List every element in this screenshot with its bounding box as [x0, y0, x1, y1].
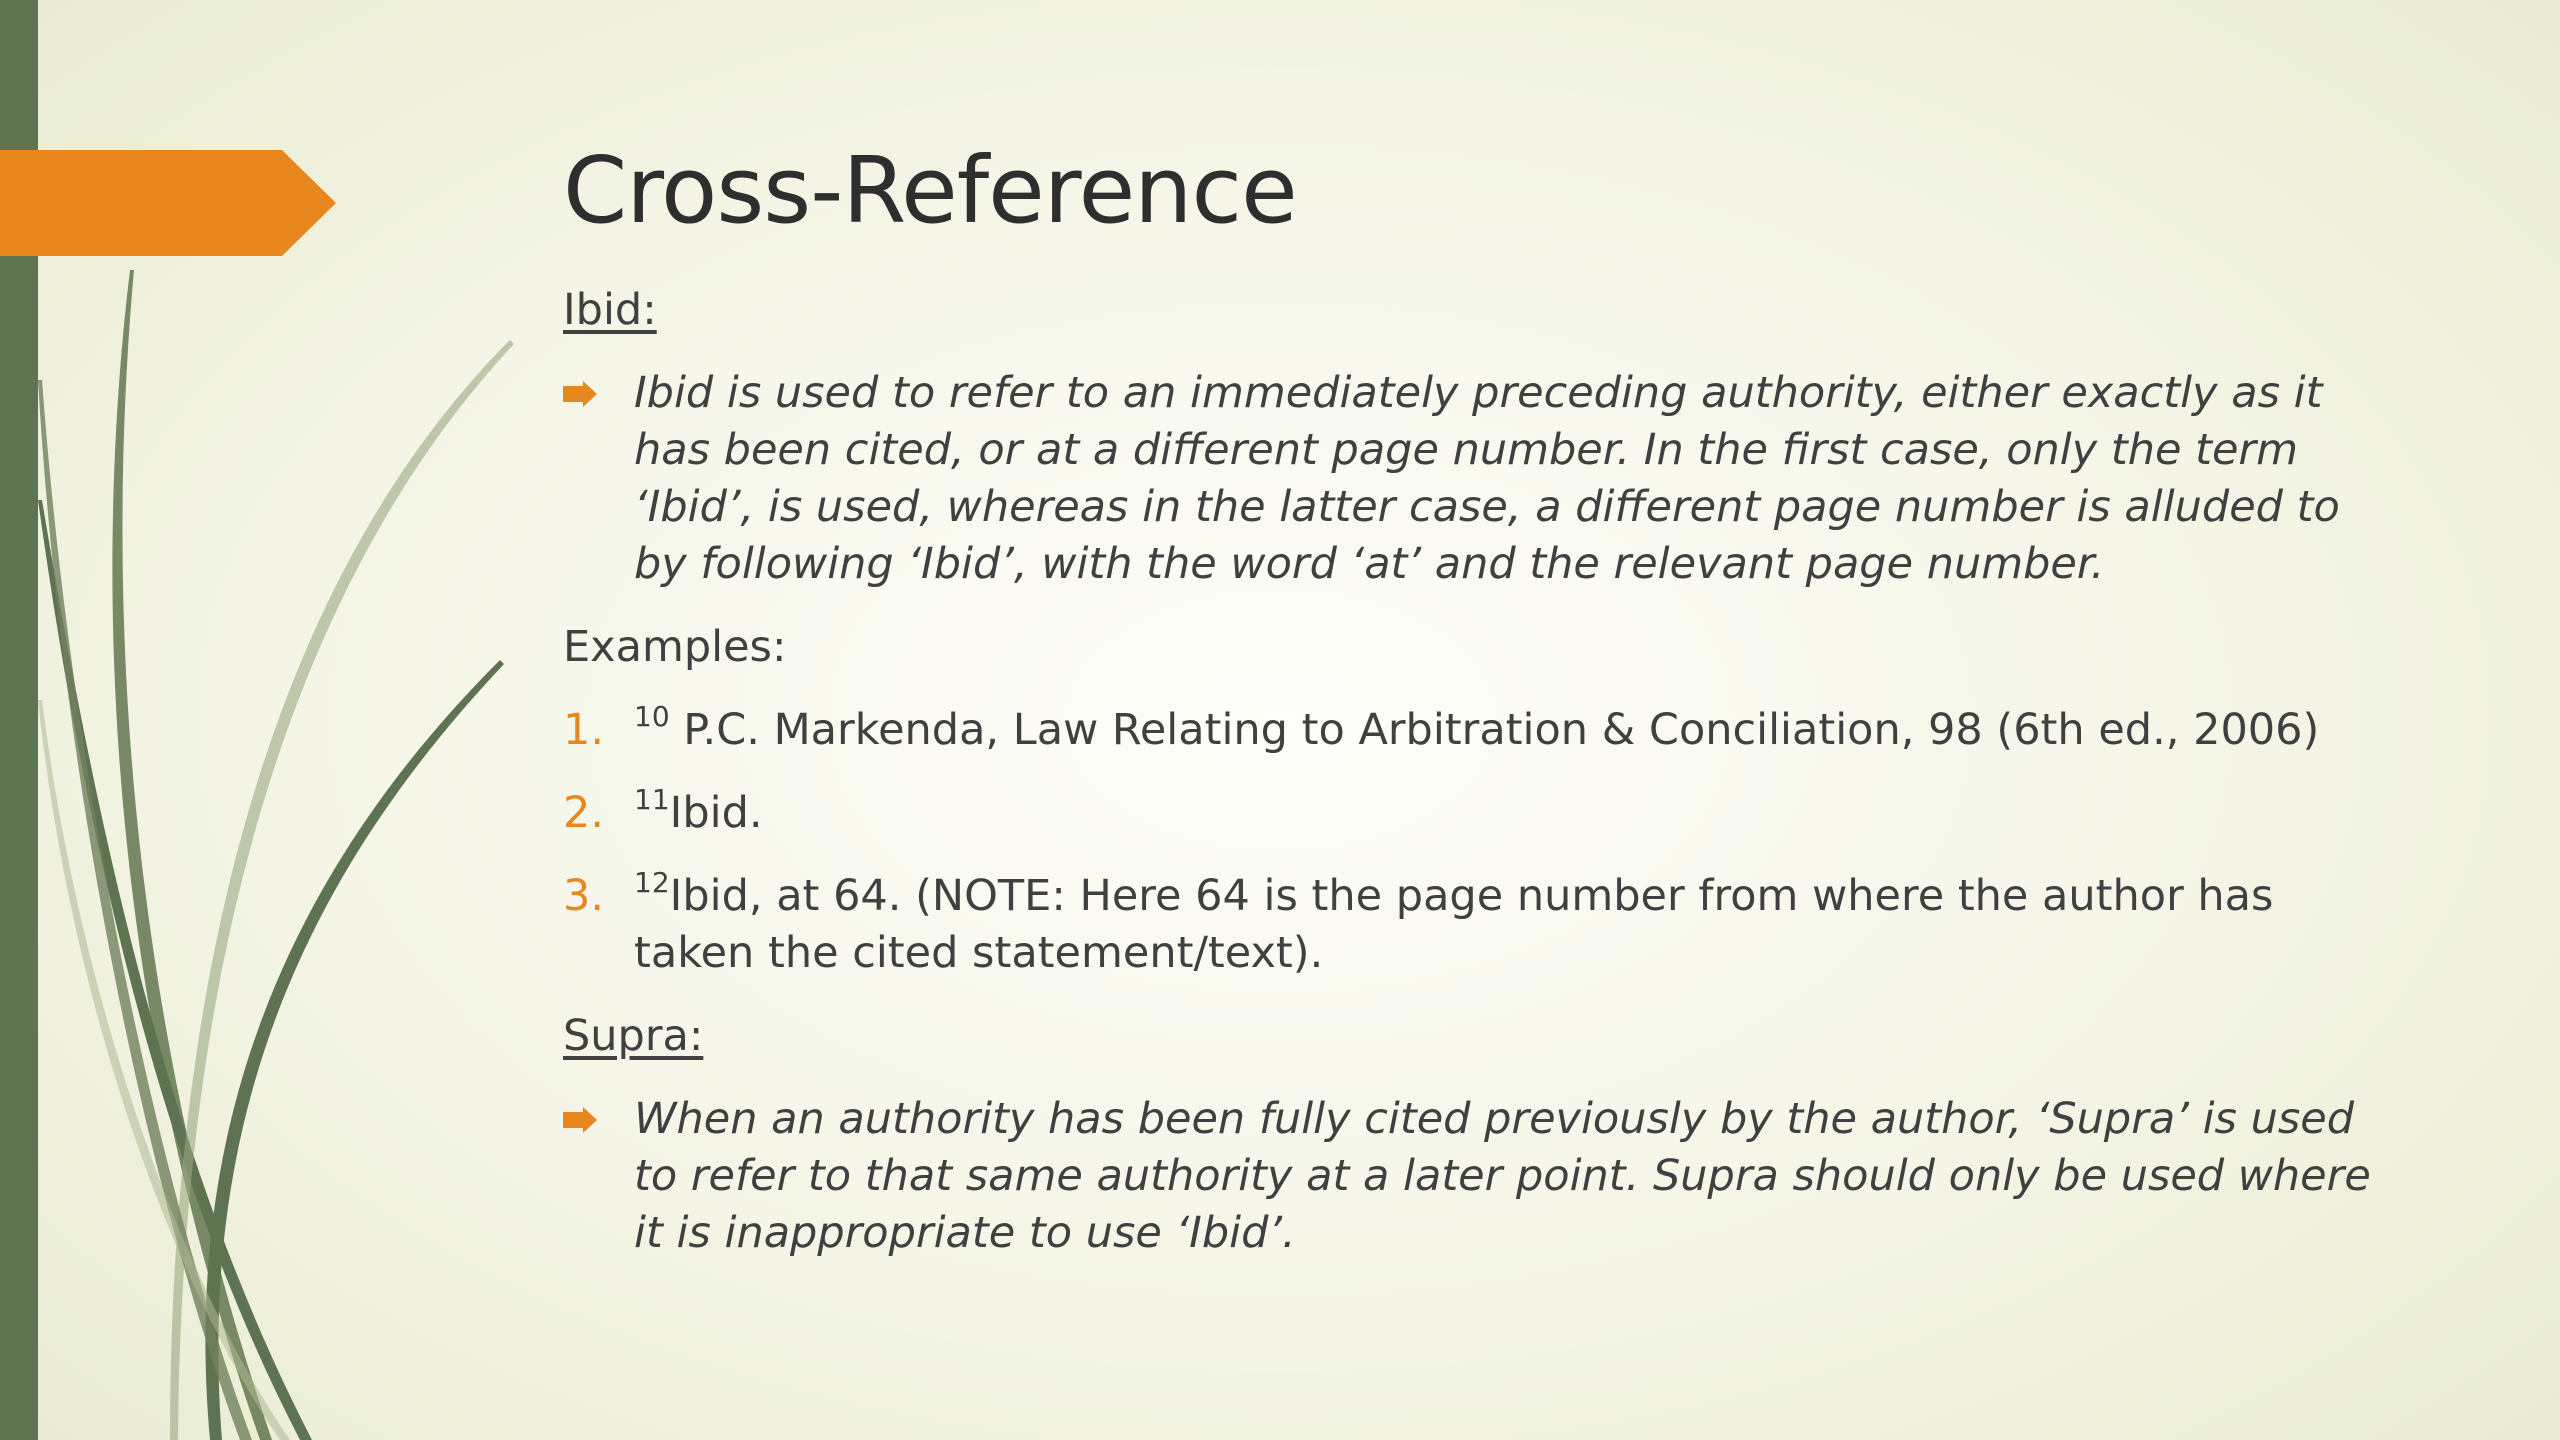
ibid-heading: Ibid: [563, 285, 657, 335]
supra-bullet-text: When an authority has been fully cited previously by the author, ‘Supra’ is used to refer to that same authority at a later point. Supra should only be used where it is inappropriate to use ‘Ibid’. [634, 1094, 2371, 1258]
list-item [563, 702, 2403, 759]
list-item [563, 785, 2403, 842]
slide-content [563, 282, 2403, 1288]
list-number: 3. [563, 871, 605, 921]
list-item [563, 868, 2403, 982]
supra-bullet [563, 1091, 2403, 1262]
ibid-bullet [563, 365, 2403, 593]
supra-heading: Supra: [563, 1011, 704, 1061]
list-item-text: Ibid, at 64. (NOTE: Here 64 is the page number from where the author has taken the cited statement/text). [634, 871, 2274, 978]
footnote-number: 12 [634, 866, 670, 899]
list-number: 1. [563, 705, 605, 755]
ibid-bullet-text: Ibid is used to refer to an immediately preceding authority, either exactly as it has been cited, or at a different page number. In the first case, only the term ‘Ibid’, is used, whereas in the latter case, a different page number is alluded to by following ‘Ibid’, with the word ‘at’ and the relevant page number. [634, 368, 2340, 589]
footnote-number: 10 [634, 700, 670, 733]
arrow-bullet-icon [563, 381, 597, 407]
title-tab-arrow [0, 150, 336, 256]
examples-heading: Examples: [563, 622, 787, 672]
list-item-text: P.C. Markenda, Law Relating to Arbitration & Conciliation, 98 (6th ed., 2006) [669, 705, 2320, 755]
footnote-number: 11 [634, 783, 670, 816]
slide-title: Cross-Reference [563, 137, 1297, 244]
arrow-bullet-icon [563, 1107, 597, 1133]
list-item-text: Ibid. [669, 788, 763, 838]
list-number: 2. [563, 788, 605, 838]
